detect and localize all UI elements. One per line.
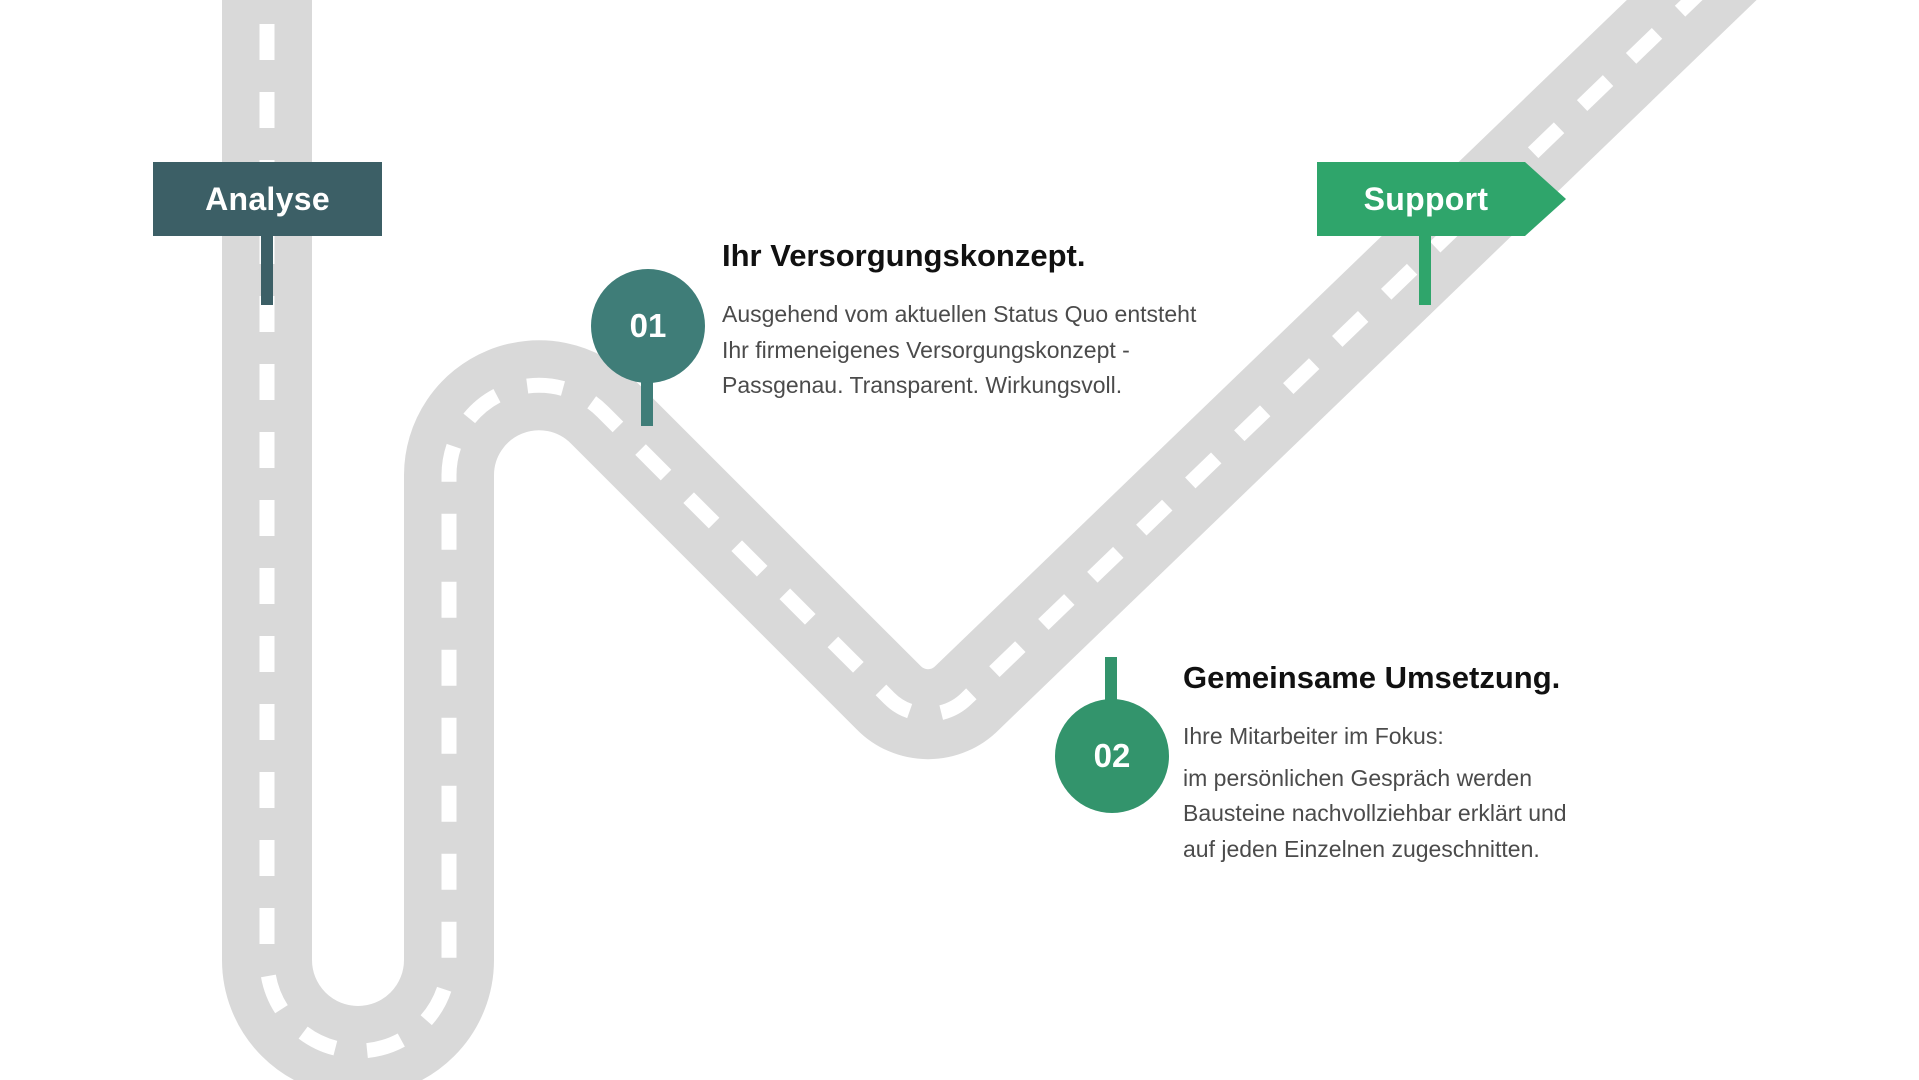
step-01-line: Ausgehend vom aktuellen Status Quo entsteht (722, 301, 1197, 327)
step-02-title: Gemeinsame Umsetzung. (1183, 660, 1561, 695)
road (267, 0, 1754, 1051)
step-02-line: Ihre Mitarbeiter im Fokus: (1183, 723, 1444, 749)
support-sign-post (1419, 230, 1431, 305)
marker-01-number: 01 (629, 307, 667, 344)
analyse-sign-label: Analyse (205, 181, 330, 217)
step-02-line: im persönlichen Gespräch werden (1183, 764, 1533, 791)
step-01-description (722, 297, 1196, 404)
step-02-line: Bausteine nachvollziehbar erklärt und (1183, 800, 1567, 826)
step-02-line: auf jeden Einzelnen zugeschnitten. (1183, 835, 1540, 862)
support-sign-label: Support (1363, 181, 1489, 217)
step-02-description (1183, 719, 1567, 867)
step-01-line: Passgenau. Transparent. Wirkungsvoll. (722, 372, 1123, 398)
analyse-sign-post (261, 230, 273, 305)
marker-02-number: 02 (1093, 737, 1131, 774)
step-01-title: Ihr Versorgungskonzept. (722, 238, 1086, 273)
step-01-line: Ihr firmeneigenes Versorgungskonzept - (722, 336, 1130, 363)
